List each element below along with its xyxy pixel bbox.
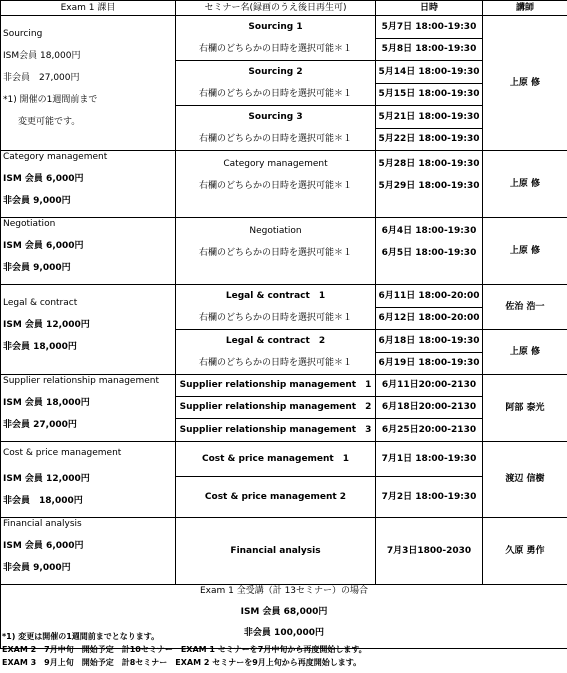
topic-nonmember-price: 非会員 9,000円 (3, 263, 71, 273)
seminar-cell (176, 106, 376, 151)
date-cell: 5月15日 18:00-19:30 (376, 83, 483, 106)
date-cell: 6月11日 18:00-20:00 (376, 285, 483, 308)
footnote: EXAM 2 7月中旬 開始予定 計10セミナー EXAM 1 セミナーを7月中旬から再度開始します。 (2, 645, 367, 654)
cost-topic-cell (1, 442, 176, 518)
date-cell: 5月22日 18:00-19:30 (376, 128, 483, 151)
seminar-cell (176, 330, 376, 375)
lecturer-cell: 阿部 泰光 (483, 375, 567, 442)
lecturer-cell: 上原 修 (483, 16, 567, 151)
topic-title: Legal & contract (3, 297, 78, 308)
total-member-price: ISM 会員 68,000円 (240, 607, 328, 617)
topic-member-price: ISM 会員 6,000円 (3, 241, 84, 251)
seminar-name: Legal & contract 2 (225, 336, 326, 346)
date-cell: 6月25日20:00-2130 (376, 419, 483, 442)
seminar-name: Sourcing 2 (248, 67, 303, 77)
total-title: Exam 1 全受講（計 13セミナー）の場合 (199, 586, 369, 596)
topic-member-price: ISM 会員 18,000円 (3, 398, 90, 408)
seminar-name: Supplier relationship management 1 (176, 375, 376, 397)
date-cell: 7月3日1800-2030 (376, 518, 483, 585)
seminar-name: Cost & price management 1 (176, 442, 376, 477)
total-nonmember-price: 非会員 100,000円 (243, 628, 325, 638)
date-cell: 5月8日 18:00-19:30 (376, 38, 483, 61)
topic-member-price: ISM会員 18,000円 (3, 51, 81, 61)
topic-title: Category management (3, 152, 108, 162)
header-datetime: 日時 (376, 1, 483, 16)
seminar-note: 右欄のどちらかの日時を選択可能＊１ (198, 89, 352, 99)
legal-topic-cell (1, 285, 176, 375)
table-row (1, 518, 567, 585)
table-row (1, 218, 567, 285)
footnotes (0, 630, 567, 669)
sourcing-topic-cell (1, 16, 176, 151)
topic-title: Supplier relationship management (3, 376, 159, 386)
topic-title: Negotiation (3, 219, 56, 229)
date-text: 5月28日 18:00-19:30 (378, 159, 480, 169)
lecturer-cell: 上原 修 (483, 151, 567, 218)
table-row (1, 151, 567, 218)
seminar-note: 右欄のどちらかの日時を選択可能＊１ (198, 181, 352, 191)
seminar-cell (176, 151, 376, 218)
topic-nonmember-price: 非会員 18,000円 (3, 495, 83, 506)
seminar-name: Financial analysis (176, 518, 376, 585)
topic-nonmember-price: 非会員 18,000円 (3, 341, 77, 352)
date-cell: 6月19日 18:00-19:30 (376, 352, 483, 375)
lecturer-cell: 渡辺 信樹 (483, 442, 567, 518)
header-lecturer: 講師 (483, 1, 567, 16)
table-header-row (1, 1, 567, 16)
seminar-name: Supplier relationship management 2 (176, 396, 376, 419)
date-cell: 7月1日 18:00-19:30 (376, 442, 483, 477)
topic-nonmember-price: 非会員 9,000円 (3, 563, 71, 573)
seminar-name: Sourcing 3 (248, 112, 303, 122)
supplier-topic-cell (1, 375, 176, 442)
negotiation-topic-cell (1, 218, 176, 285)
seminar-note: 右欄のどちらかの日時を選択可能＊１ (198, 44, 352, 54)
seminar-name: Negotiation (249, 226, 302, 236)
seminar-note: 右欄のどちらかの日時を選択可能＊１ (198, 358, 352, 368)
seminar-name: Supplier relationship management 3 (176, 419, 376, 442)
topic-nonmember-price: 非会員 27,000円 (3, 420, 77, 430)
topic-member-price: ISM 会員 6,000円 (3, 174, 84, 184)
category-topic-cell (1, 151, 176, 218)
topic-nonmember-price: 非会員 9,000円 (3, 196, 71, 206)
seminar-cell (176, 16, 376, 61)
table-row (1, 16, 567, 39)
date-cell: 6月12日 18:00-20:00 (376, 307, 483, 330)
seminar-note: 右欄のどちらかの日時を選択可能＊１ (198, 134, 352, 144)
lecturer-cell: 佐治 浩一 (483, 285, 567, 330)
date-cell: 7月2日 18:00-19:30 (376, 477, 483, 518)
seminar-note: 右欄のどちらかの日時を選択可能＊１ (198, 248, 352, 258)
date-text: 6月5日 18:00-19:30 (381, 248, 477, 258)
seminar-name: Cost & price management 2 (176, 477, 376, 518)
seminar-name: Category management (223, 159, 328, 169)
header-seminar: セミナー名(録画のうえ後日再生可) (176, 1, 376, 16)
seminar-name: Legal & contract 1 (225, 291, 326, 301)
seminar-cell (176, 61, 376, 106)
topic-note: 変更可能です。 (18, 117, 81, 127)
table-row (1, 375, 567, 397)
financial-topic-cell (1, 518, 176, 585)
date-cell: 6月18日 18:00-19:30 (376, 330, 483, 353)
date-cell (376, 151, 483, 218)
topic-note: *1) 開催の1週間前まで (3, 95, 98, 105)
topic-title: Financial analysis (3, 519, 82, 529)
date-text: 6月4日 18:00-19:30 (381, 226, 477, 236)
table-row (1, 285, 567, 308)
lecturer-cell: 上原 修 (483, 218, 567, 285)
lecturer-cell: 上原 修 (483, 330, 567, 375)
seminar-note: 右欄のどちらかの日時を選択可能＊１ (198, 313, 352, 323)
date-text: 5月29日 18:00-19:30 (378, 181, 480, 191)
topic-member-price: ISM 会員 12,000円 (3, 319, 90, 330)
topic-member-price: ISM 会員 12,000円 (3, 473, 90, 484)
seminar-name: Sourcing 1 (248, 22, 303, 32)
date-cell: 5月21日 18:00-19:30 (376, 106, 483, 129)
table-row (1, 442, 567, 477)
seminar-cell (176, 285, 376, 330)
lecturer-cell: 久原 勇作 (483, 518, 567, 585)
footnote: *1) 変更は開催の1週間前までとなります。 (2, 632, 160, 641)
date-cell: 6月11日20:00-2130 (376, 375, 483, 397)
date-cell: 5月14日 18:00-19:30 (376, 61, 483, 84)
topic-nonmember-price: 非会員 27,000円 (3, 73, 80, 83)
header-topic: Exam 1 課目 (1, 1, 176, 16)
footnote: EXAM 3 9月上旬 開始予定 計8セミナー EXAM 2 セミナーを9月上旬から再度開始します。 (2, 658, 362, 667)
topic-title: Sourcing (3, 29, 43, 39)
date-cell: 6月18日20:00-2130 (376, 396, 483, 419)
topic-title: Cost & price management (3, 447, 122, 458)
date-cell: 5月7日 18:00-19:30 (376, 16, 483, 39)
seminar-cell (176, 218, 376, 285)
topic-member-price: ISM 会員 6,000円 (3, 541, 84, 551)
date-cell (376, 218, 483, 285)
